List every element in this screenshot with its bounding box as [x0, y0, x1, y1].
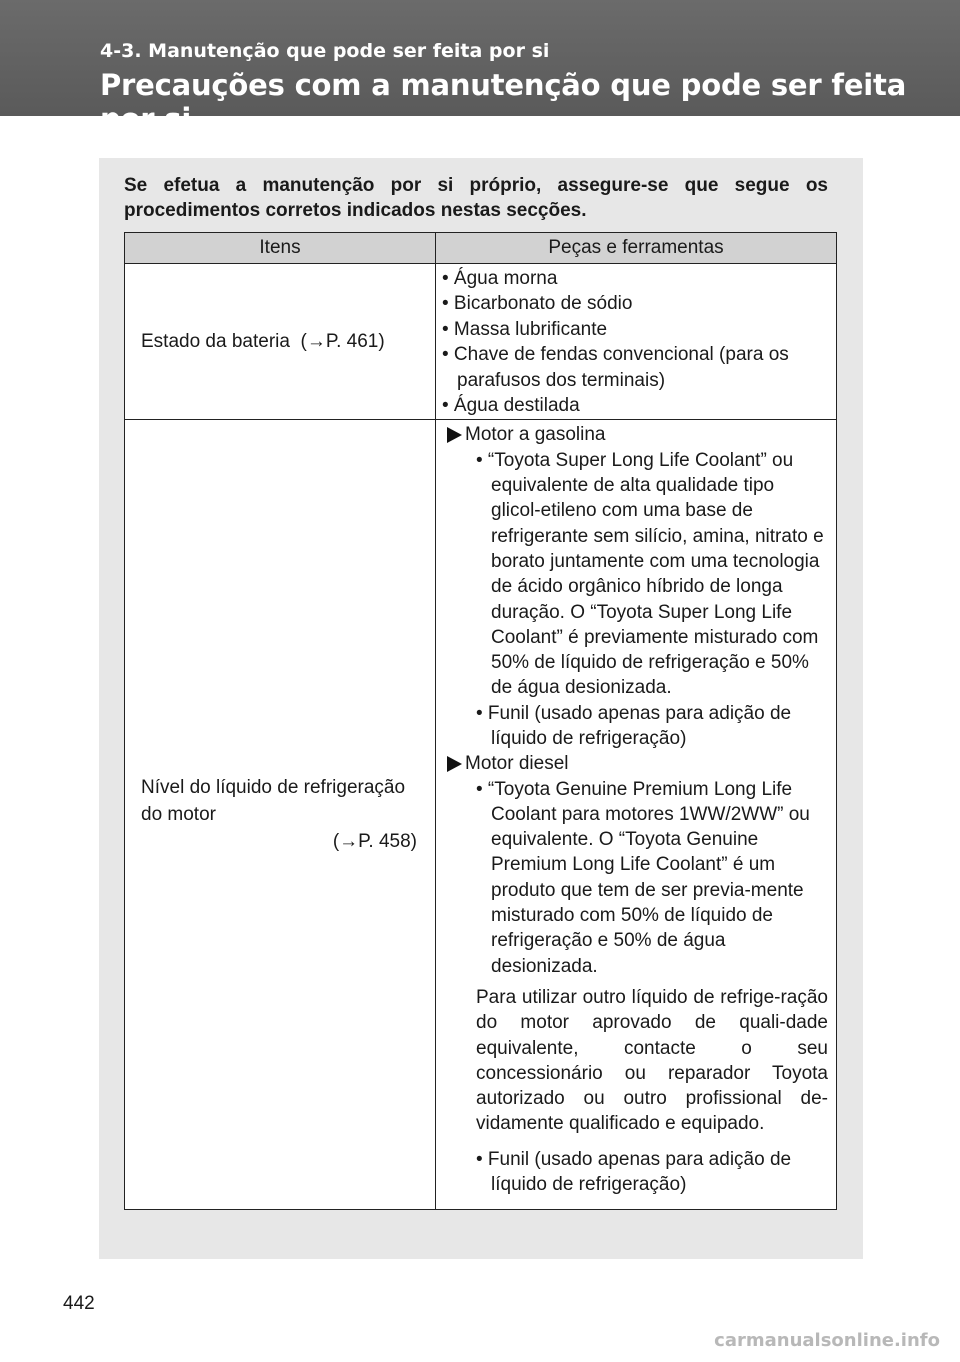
gasoline-funnel-item: • Funil (usado apenas para adição de líquido de refrigeração) — [476, 702, 792, 749]
table-row-coolant — [125, 420, 837, 1210]
header-bar — [0, 0, 960, 136]
diesel-coolant-note: Para utilizar outro líquido de refrige-ração do motor aprovado de quali-dade equivalente, contacte o seu concessionário ou reparador Toyota autorizado ou outro profissional de-vidamente qualificado e equipado. — [476, 986, 828, 1135]
battery-tools-cell — [436, 264, 837, 420]
battery-tool-4: • Chave de fendas convencional (para os parafusos dos terminais) — [442, 344, 789, 391]
battery-item-name: Estado da bateria — [141, 331, 290, 353]
diesel-engine-heading — [447, 751, 828, 776]
battery-tool-5: • Água destilada — [442, 395, 580, 417]
table-row-battery — [125, 264, 837, 420]
diesel-funnel-item: • Funil (usado apenas para adição de líquido de refrigeração) — [476, 1148, 792, 1196]
coolant-tools-cell — [436, 420, 837, 1210]
table-header-row — [125, 233, 837, 264]
page-title: Precauções com a manutenção que pode ser feita por si — [100, 68, 907, 136]
gasoline-engine-heading — [447, 422, 828, 447]
battery-tool-1: • Água morna — [442, 268, 558, 289]
coolant-item-ref: (→P. 458) — [332, 831, 417, 853]
coolant-item-cell — [125, 420, 436, 1210]
battery-item-cell — [125, 264, 436, 420]
column-header-tools: Peças e ferramentas — [436, 233, 837, 264]
battery-tool-2: • Bicarbonato de sódio — [442, 293, 633, 315]
gasoline-engine-label: Motor a gasolina — [465, 424, 606, 446]
coolant-item-name: Nível do líquido de refrigeração do motor — [141, 777, 406, 826]
intro-text: Se efetua a manutenção por si próprio, assegure-se que segue os procedimentos corretos indicados nestas secções. — [124, 175, 828, 221]
items-table — [124, 232, 837, 1210]
triangle-bullet-icon — [447, 427, 462, 443]
battery-item-ref: (→P. 461) — [300, 331, 385, 353]
watermark: carmanualsonline.info — [714, 1330, 940, 1351]
diesel-engine-label: Motor diesel — [465, 753, 569, 775]
battery-tool-3: • Massa lubrificante — [442, 318, 608, 340]
triangle-bullet-icon — [447, 756, 462, 772]
diesel-coolant-item: • “Toyota Genuine Premium Long Life Coolant para motores 1WW/2WW” ou equivalente. O “Toyota Genuine Premium Long Life Coolant” é um produto que tem de ser previa-mente misturado com 50% de líquido de refrigeração e 50% de água desionizada. — [476, 778, 810, 977]
section-label: 4-3. Manutenção que pode ser feita por si — [100, 40, 550, 62]
gasoline-coolant-item: • “Toyota Super Long Life Coolant” ou equivalente de alta qualidade tipo glicol-etileno com uma base de refrigerante sem silício, amina, nitrato e borato juntamente com uma tecnologia de ácido orgânico híbrido de longa duração. O “Toyota Super Long Life Coolant” é previamente misturado com 50% de líquido de refrigeração e 50% de água desionizada. — [476, 449, 824, 699]
page-number: 442 — [63, 1293, 95, 1314]
column-header-items: Itens — [125, 233, 436, 264]
